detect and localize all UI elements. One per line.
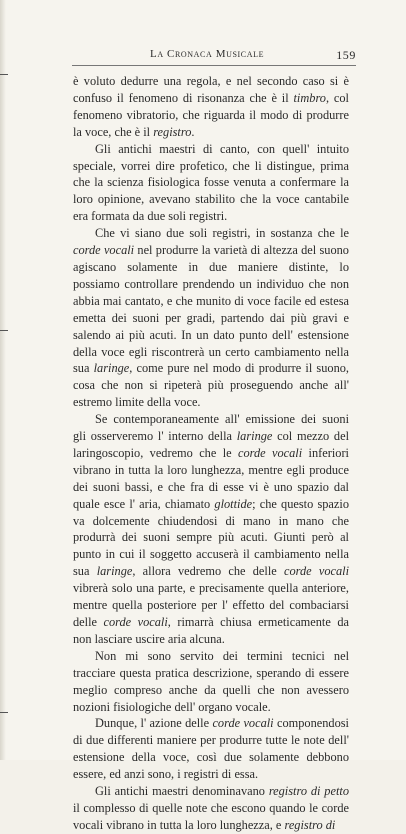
paragraph-text: , col fenomeno vibratorio, che riguarda il modo di produrre la voce, che è il <box>73 90 349 139</box>
paragraph-text: Non mi sono servito dei termini tecnici nel tracciare questa pratica descrizione, sperando di essere meglio compreso anche da quelli che non avessero nozioni fisiologiche dell' organo vocale. <box>73 648 349 714</box>
paragraph <box>73 715 349 783</box>
paragraph-text: Se contemporaneamente all' emissione dei suoni gli osserveremo l' interno della <box>73 412 349 444</box>
paragraph-text: il complesso di quelle note che escono quando le corde vocali vibrano in tutta la loro lunghezza, e <box>73 800 349 832</box>
italic-term: registro <box>153 124 192 139</box>
paragraph-text: vibrerà solo una parte, e precisamente quella anteriore, mentre quella posteriore per l' effetto del combaciarsi delle <box>73 581 349 629</box>
paragraph <box>73 73 349 141</box>
paragraph-text: , allora vedremo che delle <box>132 564 284 579</box>
paragraph-text: , come pure nel modo di produrre il suono, cosa che non si ripeterà più proseguendo anche all' estremo limite della voce. <box>73 361 349 410</box>
paragraph-text: . <box>191 124 195 139</box>
page-spine-shadow <box>0 0 6 760</box>
header-rule <box>72 65 356 66</box>
paragraph-text: componendosi di due differenti maniere per produrre tutte le note dell' estensione della voce, così due solamente debbono essere, ed anzi sono, i registri di essa. <box>73 716 349 782</box>
article-body <box>73 73 349 834</box>
margin-mark <box>0 74 8 75</box>
italic-term: corde vocali <box>73 243 135 258</box>
paragraph-text: Dunque, l' azione delle <box>95 716 213 731</box>
paragraph <box>73 141 349 226</box>
running-title: La Cronaca Musicale <box>150 48 265 60</box>
italic-term: laringe <box>93 361 130 376</box>
italic-term: laringe <box>96 564 133 579</box>
paragraph-text: Gli antichi maestri denominavano <box>95 784 269 799</box>
italic-term: corde vocali <box>103 615 168 629</box>
italic-term: glottide <box>214 496 253 511</box>
paragraph-text: col mezzo del laringoscopio, vedremo che le <box>73 429 349 460</box>
paragraph-text: inferiori vibrano in tutta la loro lunghezza, mentre egli produce dei suoni bassi, e che fra di esse vi è uno spazio dal quale esce l' aria, chiamato <box>73 445 349 511</box>
italic-term: registro di petto <box>268 784 349 799</box>
page-number: 159 <box>336 48 356 62</box>
paragraph-text: , rimarrà chiusa ermeticamente da non lasciare uscire aria alcuna. <box>73 615 349 646</box>
running-header <box>72 48 356 62</box>
paragraph-text: nel produrre la varietà di altezza del suono agiscano solamente in due maniere distinte, lo possiamo controllare prendendo un individuo che non abbia mai cantato, e che munito di voce facile ed estesa emetta dei suoni per gradi, partendo dai più gravi e salendo ai più acuti. In un dato punto dell' estensione della voce egli riscontrerà un certo cambiamento nella sua <box>73 243 349 376</box>
margin-mark <box>0 330 8 331</box>
paragraph-text: ; che questo spazio va dolcemente chiudendosi di mano in mano che produrrà dei suoni sempre più acuti. Giunti però al punto in cui il soggetto accuserà il cambiamento nella sua <box>73 496 349 579</box>
paragraph <box>73 225 349 411</box>
paragraph <box>73 783 349 834</box>
paragraph-text: Che vi siano due soli registri, in sostanza che le <box>95 226 349 241</box>
italic-term: corde vocali <box>283 564 349 579</box>
italic-term: corde vocali <box>237 445 303 460</box>
margin-mark <box>0 712 8 713</box>
paragraph <box>73 411 349 648</box>
italic-term: laringe <box>236 429 273 444</box>
italic-term: registro di <box>284 817 336 832</box>
paragraph-text: Gli antichi maestri di canto, con quell' intuito speciale, vorrei dire profetico, che li distingue, prima che la scienza fisiologica fosse venuta a confermare la loro opinione, avevano stabilito che la voce cantabile era formata da due soli registri. <box>73 141 349 224</box>
paragraph <box>73 648 349 716</box>
italic-term: timbro <box>293 90 326 105</box>
italic-term: corde vocali <box>212 716 274 731</box>
paragraph-text: è voluto dedurre una regola, e nel secondo caso si è confuso il fenomeno di risonanza che è il <box>73 74 349 105</box>
